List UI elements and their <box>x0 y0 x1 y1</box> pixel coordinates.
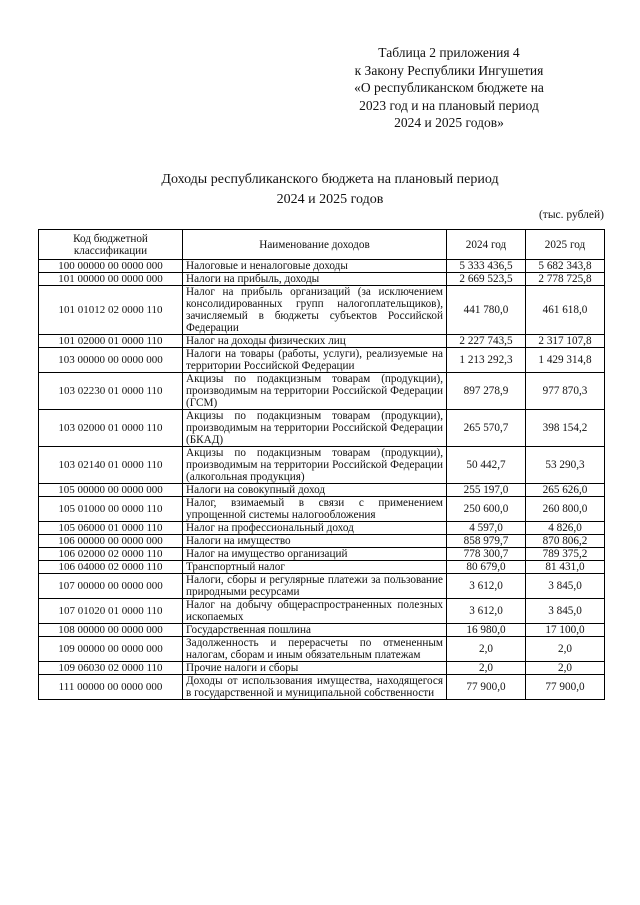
row-value-2024: 2,0 <box>447 662 526 675</box>
row-name: Налоги на имущество <box>183 535 447 548</box>
row-code: 106 02000 02 0000 110 <box>39 548 183 561</box>
row-value-2024: 77 900,0 <box>447 675 526 700</box>
row-value-2024: 778 300,7 <box>447 548 526 561</box>
row-value-2024: 50 442,7 <box>447 447 526 484</box>
table-header-row <box>39 230 605 260</box>
row-value-2024: 16 980,0 <box>447 624 526 637</box>
header-2025: 2025 год <box>526 230 605 260</box>
row-value-2025: 265 626,0 <box>526 484 605 497</box>
row-value-2024: 250 600,0 <box>447 497 526 522</box>
row-name: Налог, взимаемый в связи с применением упрощенной системы налогообложения <box>183 497 447 522</box>
row-value-2025: 2,0 <box>526 637 605 662</box>
table-row <box>39 484 605 497</box>
row-code: 107 01020 01 0000 110 <box>39 599 183 624</box>
row-value-2024: 3 612,0 <box>447 574 526 599</box>
table-row <box>39 260 605 273</box>
row-name: Акцизы по подакцизным товарам (продукции), производимым на территории Российской Федерации (БКАД) <box>183 410 447 447</box>
table-row <box>39 497 605 522</box>
row-name: Акцизы по подакцизным товарам (продукции), производимым на территории Российской Федерации (ГСМ) <box>183 373 447 410</box>
table-row <box>39 574 605 599</box>
row-name: Налоги, сборы и регулярные платежи за пользование природными ресурсами <box>183 574 447 599</box>
row-value-2025: 977 870,3 <box>526 373 605 410</box>
row-value-2024: 2,0 <box>447 637 526 662</box>
row-name: Налог на профессиональный доход <box>183 522 447 535</box>
row-value-2025: 1 429 314,8 <box>526 348 605 373</box>
table-row <box>39 535 605 548</box>
row-value-2025: 3 845,0 <box>526 599 605 624</box>
row-code: 108 00000 00 0000 000 <box>39 624 183 637</box>
row-value-2025: 2,0 <box>526 662 605 675</box>
table-row <box>39 662 605 675</box>
row-value-2025: 17 100,0 <box>526 624 605 637</box>
row-value-2024: 858 979,7 <box>447 535 526 548</box>
approval-line: Таблица 2 приложения 4 <box>378 45 520 60</box>
row-code: 103 02230 01 0000 110 <box>39 373 183 410</box>
row-value-2025: 2 778 725,8 <box>526 273 605 286</box>
row-name: Транспортный налог <box>183 561 447 574</box>
table-row <box>39 624 605 637</box>
table-row <box>39 335 605 348</box>
row-code: 105 00000 00 0000 000 <box>39 484 183 497</box>
row-name: Налоги на прибыль, доходы <box>183 273 447 286</box>
row-code: 111 00000 00 0000 000 <box>39 675 183 700</box>
title-line-2: 2024 и 2025 годов <box>276 192 384 207</box>
row-name: Налог на прибыль организаций (за исключением консолидированных групп налогоплательщиков), зачисляемый в бюджеты субъектов Российской Федерации <box>183 286 447 335</box>
row-value-2024: 1 213 292,3 <box>447 348 526 373</box>
row-value-2024: 5 333 436,5 <box>447 260 526 273</box>
row-code: 101 02000 01 0000 110 <box>39 335 183 348</box>
approval-line: 2023 год и на плановый период <box>359 97 539 113</box>
row-value-2025: 398 154,2 <box>526 410 605 447</box>
row-name: Налоговые и неналоговые доходы <box>183 260 447 273</box>
row-value-2024: 441 780,0 <box>447 286 526 335</box>
table-row <box>39 348 605 373</box>
row-code: 109 00000 00 0000 000 <box>39 637 183 662</box>
row-value-2025: 53 290,3 <box>526 447 605 484</box>
row-value-2024: 255 197,0 <box>447 484 526 497</box>
row-name: Доходы от использования имущества, находящегося в государственной и муниципальной собственности <box>183 675 447 700</box>
row-value-2025: 81 431,0 <box>526 561 605 574</box>
approval-line: к Закону Республики Ингушетия <box>354 62 544 78</box>
row-value-2024: 4 597,0 <box>447 522 526 535</box>
header-name: Наименование доходов <box>183 230 447 260</box>
row-name: Задолженность и перерасчеты по отмененным налогам, сборам и иным обязательным платежам <box>183 637 447 662</box>
unit-label: (тыс. рублей) <box>538 209 604 221</box>
row-value-2024: 80 679,0 <box>447 561 526 574</box>
row-value-2025: 2 317 107,8 <box>526 335 605 348</box>
header-code: Код бюджетной классификации <box>39 230 183 260</box>
revenue-table <box>38 229 605 700</box>
row-code: 105 01000 00 0000 110 <box>39 497 183 522</box>
row-value-2024: 265 570,7 <box>447 410 526 447</box>
row-code: 103 00000 00 0000 000 <box>39 348 183 373</box>
row-value-2025: 77 900,0 <box>526 675 605 700</box>
row-value-2024: 3 612,0 <box>447 599 526 624</box>
row-code: 107 00000 00 0000 000 <box>39 574 183 599</box>
row-code: 106 04000 02 0000 110 <box>39 561 183 574</box>
row-value-2025: 789 375,2 <box>526 548 605 561</box>
row-value-2025: 870 806,2 <box>526 535 605 548</box>
header-2024: 2024 год <box>447 230 526 260</box>
row-name: Налоги на совокупный доход <box>183 484 447 497</box>
table-row <box>39 675 605 700</box>
row-name: Государственная пошлина <box>183 624 447 637</box>
row-value-2025: 4 826,0 <box>526 522 605 535</box>
table-row <box>39 522 605 535</box>
row-code: 109 06030 02 0000 110 <box>39 662 183 675</box>
table-row <box>39 548 605 561</box>
row-value-2025: 260 800,0 <box>526 497 605 522</box>
approval-reference <box>318 44 580 132</box>
table-row <box>39 599 605 624</box>
approval-line: 2024 и 2025 годов» <box>394 115 504 130</box>
approval-line: «О республиканском бюджете на <box>354 80 544 95</box>
row-value-2025: 3 845,0 <box>526 574 605 599</box>
row-name: Прочие налоги и сборы <box>183 662 447 675</box>
row-code: 103 02000 01 0000 110 <box>39 410 183 447</box>
row-value-2024: 2 669 523,5 <box>447 273 526 286</box>
row-code: 101 00000 00 0000 000 <box>39 273 183 286</box>
row-value-2025: 5 682 343,8 <box>526 260 605 273</box>
table-row <box>39 410 605 447</box>
row-code: 105 06000 01 0000 110 <box>39 522 183 535</box>
row-name: Налог на добычу общераспространенных полезных ископаемых <box>183 599 447 624</box>
row-value-2024: 2 227 743,5 <box>447 335 526 348</box>
table-row <box>39 561 605 574</box>
table-row <box>39 273 605 286</box>
row-name: Налоги на товары (работы, услуги), реализуемые на территории Российской Федерации <box>183 348 447 373</box>
table-row <box>39 373 605 410</box>
table-row <box>39 286 605 335</box>
table-row <box>39 447 605 484</box>
row-code: 100 00000 00 0000 000 <box>39 260 183 273</box>
row-code: 101 01012 02 0000 110 <box>39 286 183 335</box>
table-row <box>39 637 605 662</box>
row-name: Налог на доходы физических лиц <box>183 335 447 348</box>
document-title <box>40 170 620 210</box>
row-name: Налог на имущество организаций <box>183 548 447 561</box>
row-value-2024: 897 278,9 <box>447 373 526 410</box>
title-line-1: Доходы республиканского бюджета на плановый период <box>161 172 499 187</box>
row-name: Акцизы по подакцизным товарам (продукции), производимым на территории Российской Федерации (алкогольная продукция) <box>183 447 447 484</box>
row-code: 106 00000 00 0000 000 <box>39 535 183 548</box>
row-value-2025: 461 618,0 <box>526 286 605 335</box>
row-code: 103 02140 01 0000 110 <box>39 447 183 484</box>
